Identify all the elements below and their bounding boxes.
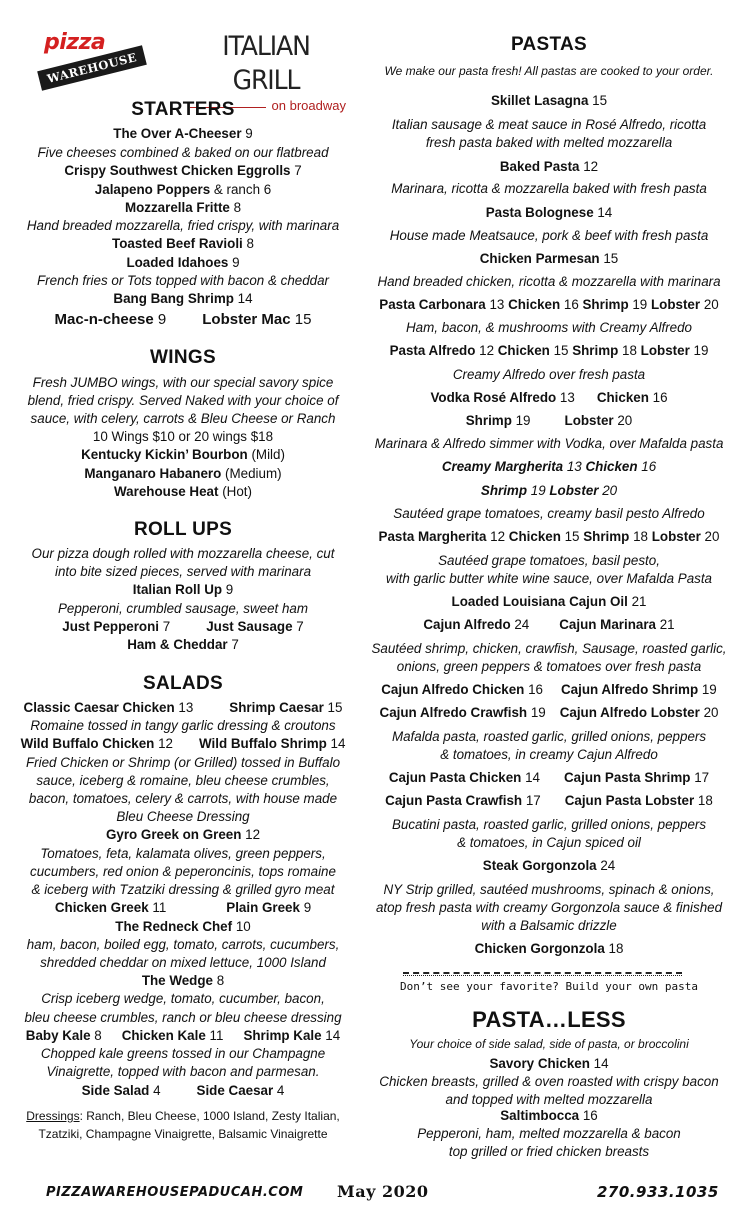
menu-item-pair: Cajun Alfredo Crawfish 19 Cajun Alfredo Lobster 20 bbox=[379, 705, 719, 720]
item-description: sauce, with celery, carrots & Bleu Cheese or Ranch bbox=[30, 411, 336, 426]
menu-item-pair: Cajun Pasta Crawfish 17 Cajun Pasta Lobster 18 bbox=[385, 793, 713, 808]
menu-item: Bang Bang Shrimp 14 bbox=[113, 291, 253, 306]
item-description: Ham, bacon, & mushrooms with Creamy Alfredo bbox=[405, 320, 692, 335]
menu-item: Chicken Parmesan 15 bbox=[479, 251, 619, 266]
menu-item-pair: Cajun Alfredo 24 Cajun Marinara 21 bbox=[423, 617, 675, 632]
menu-item: Skillet Lasagna 15 bbox=[490, 93, 608, 108]
item-description: Italian sausage & meat sauce in Rosé Alfredo, ricotta bbox=[391, 117, 707, 132]
menu-item: Baked Pasta 12 bbox=[499, 159, 599, 174]
menu-item-pair: Cajun Alfredo Chicken 16 Cajun Alfredo Shrimp 19 bbox=[381, 682, 717, 697]
item-description: Bleu Cheese Dressing bbox=[116, 809, 250, 824]
menu-item: The Redneck Chef 10 bbox=[115, 919, 251, 934]
item-description: French fries or Tots topped with bacon & cheddar bbox=[36, 273, 330, 288]
item-description: Hand breaded mozzarella, fried crispy, with marinara bbox=[26, 218, 340, 233]
item-description: atop fresh pasta with creamy Gorgonzola sauce & finished bbox=[375, 900, 723, 915]
item-description: sauce, iceberg & romaine, bleu cheese crumbles, bbox=[36, 773, 330, 788]
item-description: Sautéed shrimp, chicken, crawfish, Sausage, roasted garlic, bbox=[371, 641, 727, 656]
item-description: Fried Chicken or Shrimp (or Grilled) tossed in Buffalo bbox=[25, 755, 341, 770]
item-description: ham, bacon, boiled egg, tomato, carrots, cucumbers, bbox=[26, 937, 340, 952]
item-description: shredded cheddar on mixed lettuce, 1000 Island bbox=[40, 955, 326, 970]
item-description: Tomatoes, feta, kalamata olives, green peppers, bbox=[40, 846, 326, 861]
item-description: & tomatoes, in creamy Cajun Alfredo bbox=[440, 747, 658, 762]
salads-heading: SALADS bbox=[143, 673, 223, 694]
menu-item: The Over A-Cheeser 9 bbox=[113, 126, 253, 141]
menu-item-pair: Just Pepperoni 7 Just Sausage 7 bbox=[62, 619, 304, 634]
menu-item: Jalapeno Poppers & ranch 6 bbox=[94, 182, 272, 197]
item-description: Chicken breasts, grilled & oven roasted with crispy bacon bbox=[379, 1074, 719, 1089]
logo-warehouse-text: WAREHOUSE bbox=[37, 45, 147, 91]
menu-item-row: Pasta Margherita 12 Chicken 15 Shrimp 18 Lobster 20 bbox=[378, 529, 720, 544]
item-description: bacon, tomatoes, celery & carrots, with house made bbox=[28, 791, 338, 806]
menu-item: Shrimp 19 Lobster 20 bbox=[480, 483, 618, 498]
wings-pricing: 10 Wings $10 or 20 wings $18 bbox=[92, 429, 274, 444]
menu-item: Kentucky Kickin’ Bourbon (Mild) bbox=[81, 447, 285, 462]
item-description: with a Balsamic drizzle bbox=[481, 918, 617, 933]
item-description: Marinara & Alfredo simmer with Vodka, over Mafalda pasta bbox=[374, 436, 724, 451]
item-description: House made Meatsauce, pork & beef with fresh pasta bbox=[389, 228, 709, 243]
menu-item: Crispy Southwest Chicken Eggrolls 7 bbox=[64, 163, 302, 178]
item-description: with garlic butter white wine sauce, over Mafalda Pasta bbox=[386, 571, 712, 586]
item-description: top grilled or fried chicken breasts bbox=[448, 1144, 650, 1159]
menu-item-row: Pasta Carbonara 13 Chicken 16 Shrimp 19 Lobster 20 bbox=[379, 297, 719, 312]
starters-heading: STARTERS bbox=[131, 99, 235, 120]
menu-item-pair: Wild Buffalo Chicken 12 Wild Buffalo Shrimp 14 bbox=[20, 736, 346, 751]
item-description: Pepperoni, ham, melted mozzarella & bacon bbox=[417, 1126, 681, 1141]
menu-item-row: Pasta Alfredo 12 Chicken 15 Shrimp 18 Lobster 19 bbox=[389, 343, 709, 358]
menu-item-pair: Chicken Greek 11 Plain Greek 9 bbox=[54, 900, 312, 915]
build-your-own-note: Don’t see your favorite? Build your own pasta bbox=[399, 980, 698, 993]
item-description: Fresh JUMBO wings, with our special savory spice bbox=[32, 375, 334, 390]
menu-item: Italian Roll Up 9 bbox=[132, 582, 234, 597]
menu-item: Loaded Idahoes 9 bbox=[126, 255, 240, 270]
menu-item-pair: Mac-n-cheese 9 Lobster Mac 15 bbox=[54, 311, 312, 328]
logo-pizza-text: pizza bbox=[44, 30, 106, 55]
pastaless-intro: Your choice of side salad, side of pasta, or broccolini bbox=[409, 1037, 689, 1051]
item-description: NY Strip grilled, sautéed mushrooms, spinach & onions, bbox=[383, 882, 715, 897]
dressings-list: Dressings: Ranch, Bleu Cheese, 1000 Island, Zesty Italian, bbox=[26, 1109, 340, 1123]
menu-item-pair: Shrimp 19 Lobster 20 bbox=[465, 413, 633, 428]
menu-item-pair: Side Salad 4 Side Caesar 4 bbox=[81, 1083, 285, 1098]
menu-item: Manganaro Habanero (Medium) bbox=[84, 466, 282, 481]
menu-item: Chicken Gorgonzola 18 bbox=[474, 941, 624, 956]
item-description: Hand breaded chicken, ricotta & mozzarella with marinara bbox=[377, 274, 721, 289]
pastas-intro: We make our pasta fresh! All pastas are cooked to your order. bbox=[384, 64, 714, 78]
pastas-heading: PASTAS bbox=[510, 34, 588, 55]
dressings-list-cont: Tzatziki, Champagne Vinaigrette, Balsamic Vinaigrette bbox=[38, 1127, 328, 1141]
item-description: cucumbers, red onion & peperoncinis, tops romaine bbox=[30, 864, 336, 879]
brand-subtitle: on broadway bbox=[271, 98, 346, 113]
menu-item: Pasta Bolognese 14 bbox=[485, 205, 613, 220]
item-description: Bucatini pasta, roasted garlic, grilled onions, peppers bbox=[391, 817, 707, 832]
rollups-heading: ROLL UPS bbox=[133, 519, 233, 540]
footer-website: PIZZAWAREHOUSEPADUCAH.COM bbox=[46, 1185, 304, 1200]
item-description: blend, fried crispy. Served Naked with your choice of bbox=[27, 393, 339, 408]
menu-item: Loaded Louisiana Cajun Oil 21 bbox=[451, 594, 647, 609]
menu-item: Steak Gorgonzola 24 bbox=[482, 858, 616, 873]
menu-item-pair: Baby Kale 8 Chicken Kale 11 Shrimp Kale 14 bbox=[25, 1028, 341, 1043]
item-description: Five cheeses combined & baked on our flatbread bbox=[37, 145, 329, 160]
item-description: Chopped kale greens tossed in our Champagne bbox=[40, 1046, 326, 1061]
menu-item: Warehouse Heat (Hot) bbox=[114, 484, 252, 499]
footer-phone: 270.933.1035 bbox=[597, 1183, 719, 1201]
pastaless-heading: PASTA…LESS bbox=[472, 1007, 626, 1032]
item-description: Vinaigrette, topped with bacon and parmesan. bbox=[46, 1064, 320, 1079]
item-description: Our pizza dough rolled with mozzarella cheese, cut bbox=[31, 546, 335, 561]
menu-item: Savory Chicken 14 bbox=[489, 1056, 609, 1071]
menu-item-pair: Cajun Pasta Chicken 14 Cajun Pasta Shrimp 17 bbox=[388, 770, 710, 785]
menu-item: Ham & Cheddar 7 bbox=[127, 637, 239, 652]
brand-title: ITALIAN GRILL bbox=[222, 31, 310, 96]
item-description: & tomatoes, in Cajun spiced oil bbox=[457, 835, 641, 850]
item-description: onions, green peppers & tomatoes over fresh pasta bbox=[396, 659, 702, 674]
item-description: Sautéed grape tomatoes, creamy basil pesto Alfredo bbox=[393, 506, 705, 521]
item-description: Crisp iceberg wedge, tomato, cucumber, bacon, bbox=[41, 991, 325, 1006]
menu-item: Mozzarella Fritte 8 bbox=[124, 200, 242, 215]
item-description: into bite sized pieces, served with marinara bbox=[54, 564, 312, 579]
menu-item: Gyro Greek on Green 12 bbox=[105, 827, 261, 842]
pizza-warehouse-logo bbox=[28, 28, 146, 88]
menu-item: Creamy Margherita 13 Chicken 16 bbox=[441, 459, 657, 474]
item-description: Sautéed grape tomatoes, basil pesto, bbox=[438, 553, 660, 568]
item-description: Marinara, ricotta & mozzarella baked with fresh pasta bbox=[391, 181, 707, 196]
item-description: Romaine tossed in tangy garlic dressing & croutons bbox=[30, 718, 336, 733]
wings-heading: WINGS bbox=[150, 347, 216, 368]
menu-item: Toasted Beef Ravioli 8 bbox=[112, 236, 254, 251]
menu-item-pair: Classic Caesar Chicken 13 Shrimp Caesar 15 bbox=[23, 700, 343, 715]
menu-item-pair: Vodka Rosé Alfredo 13 Chicken 16 bbox=[430, 390, 668, 405]
item-description: fresh pasta baked with melted mozzarella bbox=[425, 135, 673, 150]
menu-item: The Wedge 8 bbox=[141, 973, 225, 988]
footer-date: May 2020 bbox=[337, 1182, 429, 1201]
item-description: bleu cheese crumbles, ranch or bleu cheese dressing bbox=[24, 1010, 342, 1025]
item-description: & iceberg with Tzatziki dressing & grilled gyro meat bbox=[31, 882, 335, 897]
menu-item: Saltimbocca 16 bbox=[500, 1108, 598, 1123]
section-divider bbox=[403, 972, 682, 976]
item-description: Pepperoni, crumbled sausage, sweet ham bbox=[57, 601, 309, 616]
item-description: and topped with melted mozzarella bbox=[445, 1092, 653, 1107]
item-description: Mafalda pasta, roasted garlic, grilled onions, peppers bbox=[391, 729, 707, 744]
item-description: Creamy Alfredo over fresh pasta bbox=[452, 367, 646, 382]
